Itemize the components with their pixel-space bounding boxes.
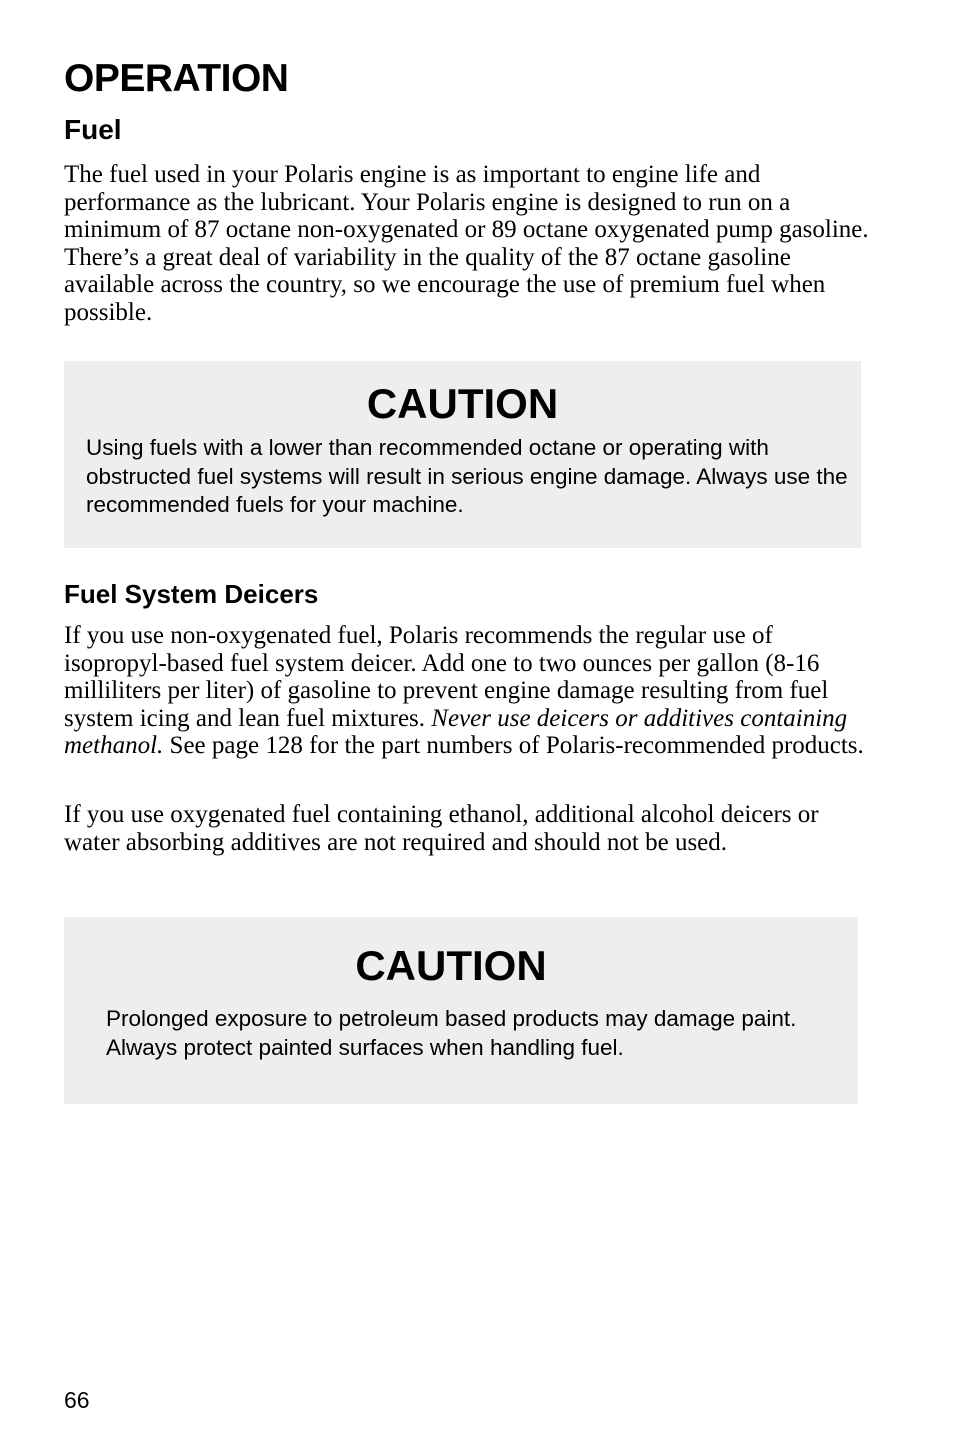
caution-title: CAUTION [355,942,547,989]
deicers-paragraph-1 [64,622,874,760]
fuel-paragraph: The fuel used in your Polaris engine is as important to engine life and performance as the lubricant. Your Polaris engine is designed to run on a minimum of 87 octane non-oxygenated or 89 octane oxygenated pump gasoline. There’s a great deal of variability in the quality of the 87 octane gasoline available across the country, so we encourage the use of premium fuel when possible. [64,161,869,326]
deicers-text-start: If you use non-oxygenated fuel, Polaris recommends the regular use of isopropyl-based fuel system deicer. Add one to two ounces per gallon (8-16 milliliters per liter) of gasoline to prevent engine damage resulting from fuel system icing and lean fuel mixtures. [64,622,829,732]
section-title: OPERATION [64,57,289,100]
caution-box-fuel-octane [64,361,861,548]
caution-text: Using fuels with a lower than recommended octane or operating with obstructed fuel systems will result in serious engine damage. Always use the recommended fuels for your machine. [86,435,848,517]
caution-box-paint [64,917,858,1104]
fuel-heading: Fuel [64,114,122,145]
fuel-system-deicers-heading: Fuel System Deicers [64,579,319,609]
deicers-paragraph-2: If you use oxygenated fuel containing ethanol, additional alcohol deicers or water absorbing additives are not required and should not be used. [64,801,819,856]
deicers-text-end: See page 128 for the part numbers of Polaris-recommended products. [163,732,864,760]
page-number: 66 [64,1387,90,1413]
caution-text: Prolonged exposure to petroleum based products may damage paint. Always protect painted surfaces when handling fuel. [106,1006,797,1060]
methanol-warning: Never use deicers or additives containing methanol. [64,704,848,760]
caution-title: CAUTION [366,380,559,427]
